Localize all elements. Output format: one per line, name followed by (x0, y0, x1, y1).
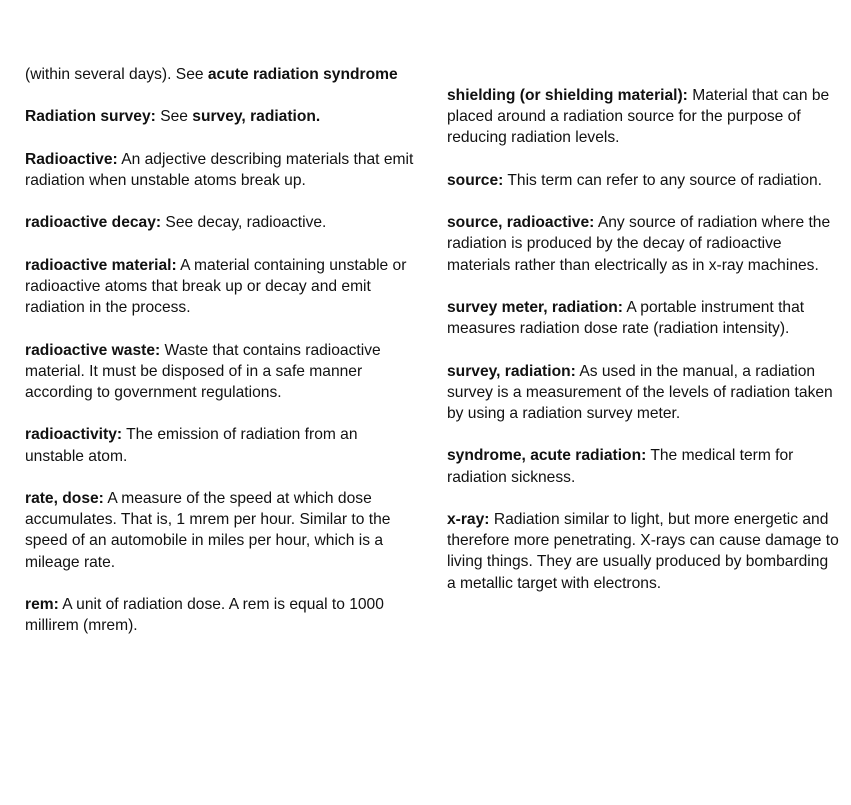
glossary-entry (25, 106, 417, 127)
glossary-term: source, radioactive: (447, 214, 595, 232)
glossary-definition: An adjective describing materials that emit radiation when unstable atoms break up. (25, 150, 414, 189)
glossary-continuation (25, 64, 417, 85)
glossary-entry (25, 212, 417, 233)
glossary-entry (25, 594, 417, 636)
continuation-reference: acute radiation syndrome (207, 66, 398, 83)
glossary-definition: See (155, 108, 193, 126)
glossary-reference: survey, radiation. (192, 108, 321, 126)
glossary-entry (25, 424, 417, 466)
glossary-definition: A unit of radiation dose. A rem is equal to 1000 millirem (mrem). (25, 595, 384, 635)
glossary-term: rem: (25, 595, 59, 613)
glossary-term: Radioactive: (25, 150, 118, 168)
glossary-entry (25, 149, 417, 191)
glossary-term: radioactive material: (25, 256, 177, 274)
glossary-right-column (447, 85, 839, 615)
glossary-definition: A measure of the speed at which dose accumulates. That is, 1 mrem per hour. Similar to the speed of an automobile in miles per hour, which is a mileage rate. (25, 489, 391, 571)
glossary-term: Radiation survey: (25, 108, 156, 126)
glossary-entry (447, 445, 839, 487)
glossary-entry (447, 297, 839, 339)
glossary-term: source: (447, 171, 504, 189)
glossary-entry (25, 340, 417, 404)
glossary-entry (447, 85, 839, 149)
glossary-definition: See decay, radioactive. (161, 214, 327, 232)
glossary-definition: Waste that contains radioactive material. It must be disposed of in a safe manner according to government regulations. (25, 341, 381, 401)
glossary-entry (447, 212, 839, 276)
glossary-left-column (25, 64, 417, 658)
glossary-definition: Any source of radiation where the radiation is produced by the decay of radioactive materials rather than electrically as in x-ray machines. (447, 214, 831, 274)
glossary-entry (447, 170, 839, 191)
glossary-term: shielding (or shielding material): (447, 87, 688, 104)
glossary-definition: A portable instrument that measures radiation dose rate (radiation intensity). (447, 298, 805, 338)
glossary-definition: The medical term for radiation sickness. (447, 447, 794, 486)
glossary-entry (25, 488, 417, 573)
glossary-term: radioactive decay: (25, 214, 162, 232)
glossary-term: survey meter, radiation: (447, 298, 623, 316)
continuation-text: (within several days). See (25, 66, 208, 83)
glossary-term: syndrome, acute radiation: (447, 447, 647, 465)
glossary-term: rate, dose: (25, 489, 104, 507)
glossary-term: radioactive waste: (25, 341, 161, 359)
glossary-definition: A material containing unstable or radioactive atoms that break up or decay and emit radiation in the process. (25, 256, 407, 317)
glossary-term: radioactivity: (25, 426, 123, 444)
glossary-entry (25, 255, 417, 319)
glossary-definition: This term can refer to any source of radiation. (503, 171, 823, 189)
glossary-term: x-ray: (447, 510, 490, 528)
glossary-term: survey, radiation: (447, 362, 576, 380)
glossary-definition: Radiation similar to light, but more energetic and therefore more penetrating. X-rays can cause damage to living things. They are usually produced by bombarding a metallic target with electrons. (447, 510, 839, 592)
glossary-definition: The emission of radiation from an unstable atom. (25, 426, 358, 465)
glossary-entry (447, 361, 839, 425)
glossary-entry (447, 509, 839, 594)
glossary-definition: Material that can be placed around a radiation source for the purpose of reducing radiation levels. (447, 87, 830, 147)
glossary-definition: As used in the manual, a radiation survey is a measurement of the levels of radiation taken by using a radiation survey meter. (447, 362, 833, 422)
